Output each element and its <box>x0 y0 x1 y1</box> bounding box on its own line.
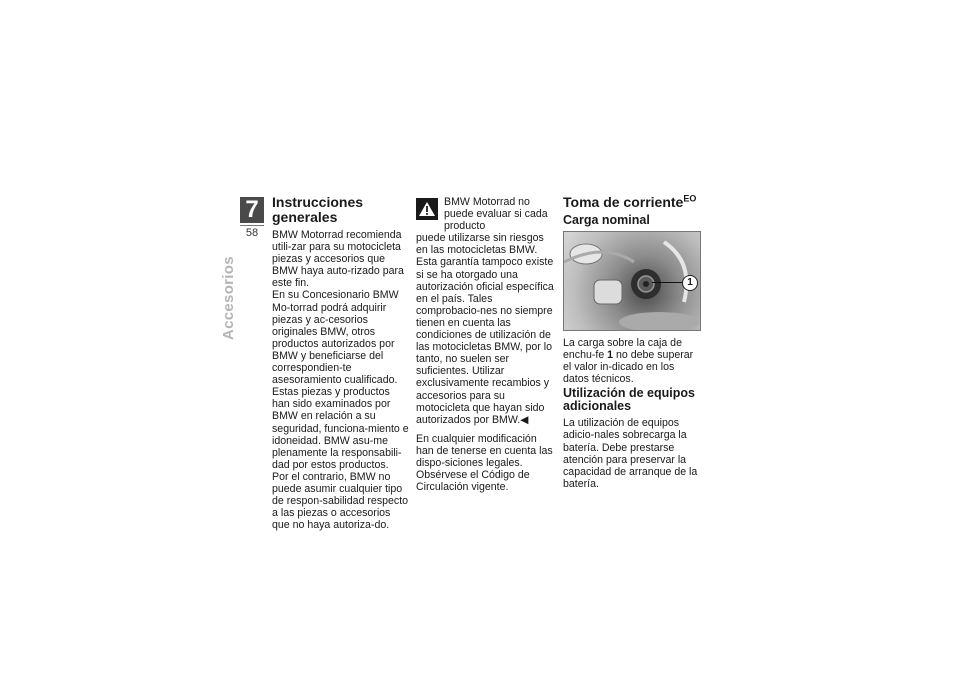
paragraph: En cualquier modificación han de tenerse en cuenta las dispo-siciones legales. Obsérvese el Código de Circulación vigente. <box>416 432 553 494</box>
subheading-rated-load: Carga nominal <box>563 213 650 227</box>
callout-reference: 1 <box>607 349 614 362</box>
heading-power-socket <box>563 195 703 210</box>
column-power-socket <box>563 195 703 490</box>
column-general-instructions <box>272 195 410 531</box>
heading-general-instructions: Instrucciones generales <box>272 194 364 225</box>
paragraph: La utilización de equipos adicio-nales sobrecarga la batería. Debe prestarse atención para preservar la capacidad de arranque de la batería. <box>563 417 698 490</box>
paragraph-rated-load <box>563 337 703 385</box>
power-socket-photo <box>563 231 701 331</box>
heading-superscript: EO <box>683 193 697 204</box>
paragraph: BMW Motorrad recomienda utili-zar para su motocicleta piezas y accesorios que BMW haya auto-rizado para este fin. <box>272 229 404 290</box>
chapter-number: 7 <box>240 197 264 223</box>
warning-text-first: BMW Motorrad no puede evaluar si cada producto <box>444 196 548 233</box>
section-label: Accesorios <box>220 256 237 340</box>
warning-triangle-icon <box>416 198 438 220</box>
photo-illustration <box>564 232 700 330</box>
paragraph-text: La carga sobre la caja de enchu-fe <box>563 337 682 362</box>
paragraph: Por el contrario, BMW no puede asumir cualquier tipo de respon-sabilidad respecto a las piezas o accesorios que no haya autoriza-do. <box>272 470 409 532</box>
callout-number: 1 <box>682 275 698 291</box>
callout-line <box>652 282 682 283</box>
warning-block <box>416 196 554 426</box>
page-number: 58 <box>240 225 264 239</box>
heading-text: Toma de corriente <box>563 194 684 210</box>
paragraph: En su Concesionario BMW Mo-torrad podrá adquirir piezas y ac-cesorios originales BMW, otros productos autorizados por BMW y beneficiarse del correspondien-te asesoramiento cualificado. <box>272 289 399 387</box>
paragraph-text: no debe superar el valor in-dicado en los datos técnicos. <box>563 349 694 386</box>
subheading-additional-equipment: Utilización de equipos adicionales <box>563 386 695 414</box>
column-warning <box>416 196 554 493</box>
warning-text: puede utilizarse sin riesgos en las motocicletas BMW. Esta garantía tampoco existe si se ha otorgado una autorización oficial específica en el país. Tales comprobacio-nes no siempre tienen en cuenta las condiciones de utilización de las motocicletas BMW, por lo tanto, no suelen ser suficientes. Utilizar exclusivamente recambios y accesorios para su motocicleta que hayan sido autorizados por BMW.◀ <box>416 232 554 426</box>
paragraph: Estas piezas y productos han sido examinados por BMW en relación a su seguridad, funciona-miento e idoneidad. BMW asu-me plenamente la responsabili-dad por estos productos. <box>272 386 409 471</box>
